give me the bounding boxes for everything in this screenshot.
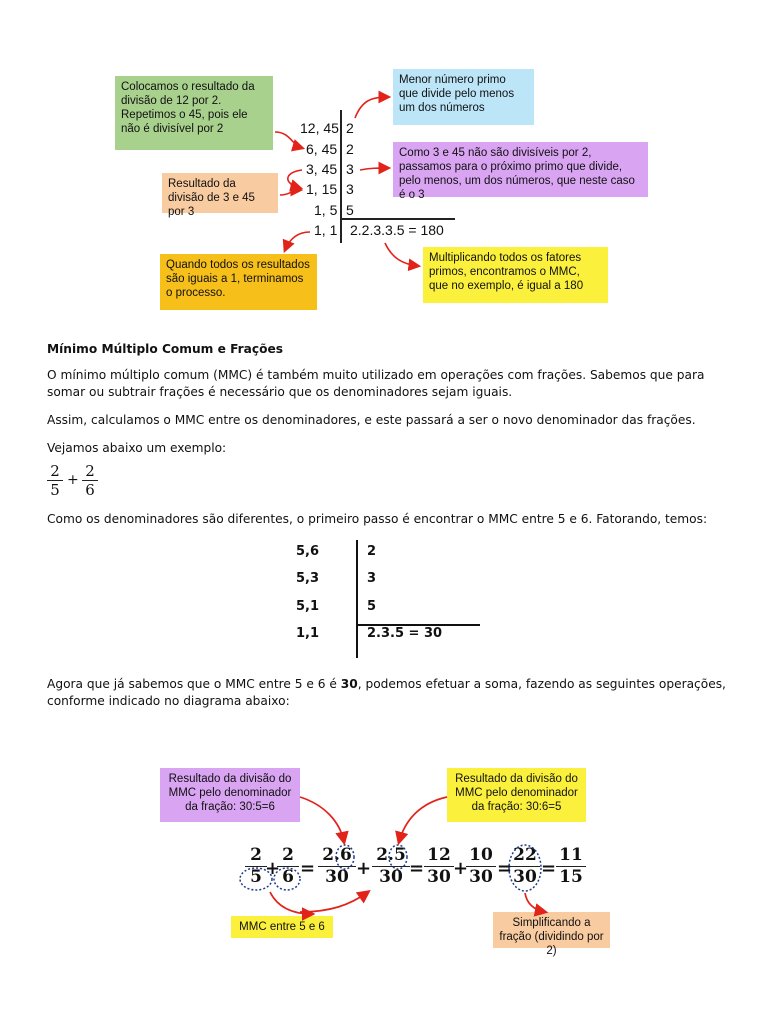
- d3-fraction-2x6-30: 2.6 30: [318, 845, 356, 888]
- note-purple-30-5: Resultado da divisão do MMC pelo denominador da fração: 30:5=6: [160, 768, 300, 822]
- factor2-right-2: 3: [367, 571, 377, 586]
- factor-left-1: 12, 45: [300, 120, 339, 136]
- d3-fraction-12-30: 12 30: [424, 845, 454, 888]
- factor2-result: 2.3.5 = 30: [367, 626, 443, 641]
- note-purple: Como 3 e 45 não são divisíveis por 2, passamos para o próximo primo que divide, pelo menos, um dos números, que neste caso é o 3: [393, 142, 648, 197]
- numerator: 2: [85, 462, 95, 480]
- note-orange: Quando todos os resultados são iguais a 1, terminamos o processo.: [160, 254, 317, 310]
- d3-eq-1: =: [300, 858, 316, 879]
- paragraph-2: Assim, calculamos o MMC entre os denominadores, e este passará a ser o novo denominador das frações.: [47, 413, 696, 427]
- denominator: 6: [85, 481, 95, 499]
- note-blue: Menor número primo que divide pelo menos um dos números: [393, 69, 534, 125]
- d3-eq-4: =: [541, 858, 557, 879]
- note-yellow: Multiplicando todos os fatores primos, encontramos o MMC, que no exemplo, é igual a 180: [423, 247, 608, 303]
- factor-right-1: 2: [346, 120, 354, 136]
- factor-left-2: 6, 45: [306, 141, 338, 157]
- d3-fraction-2-6: 2 6: [277, 845, 299, 888]
- d3-fraction-22-30: 22 30: [510, 845, 540, 888]
- factor2-left-4: 1,1: [296, 626, 320, 641]
- note-peach-simplify: Simplificando a fração (dividindo por 2): [493, 912, 610, 948]
- d3-eq-3: =: [497, 858, 513, 879]
- d3-plus-1: +: [265, 858, 281, 879]
- d3-eq-2: =: [409, 858, 425, 879]
- factor-right-2: 2: [346, 141, 354, 157]
- d3-fraction-2x5-30: 2.5 30: [372, 845, 410, 888]
- factor2-left-2: 5,3: [296, 571, 320, 586]
- factor-result: 2.2.3.3.5 = 180: [350, 222, 444, 238]
- paragraph-5-part-c: , podemos efetuar a soma, fazendo as seguintes operações, conforme indicado no diagrama abaixo:: [47, 677, 726, 708]
- d3-fraction-11-15: 11 15: [556, 845, 586, 888]
- paragraph-5-part-a: Agora que já sabemos que o MMC entre 5 e 6 é: [47, 677, 341, 691]
- note-yellow-30-6: Resultado da divisão do MMC pelo denominador da fração: 30:6=5: [447, 768, 586, 822]
- factor-right-3: 3: [346, 161, 354, 177]
- paragraph-3: Vejamos abaixo um exemplo:: [47, 441, 227, 455]
- paragraph-1: O mínimo múltiplo comum (MMC) é também muito utilizado em operações com frações. Sabemos que para somar ou subtrair frações é necessário que os denominadores sejam iguais.: [47, 368, 705, 399]
- factor-left-4: 1, 15: [306, 181, 338, 197]
- paragraph-4: Como os denominadores são diferentes, o primeiro passo é encontrar o MMC entre 5 e 6. Fatorando, temos:: [47, 512, 708, 526]
- d3-plus-3: +: [453, 858, 469, 879]
- denominator: 5: [50, 481, 60, 499]
- factor2-left-1: 5,6: [296, 544, 320, 559]
- note-peach: Resultado da divisão de 3 e 45 por 3: [162, 173, 278, 213]
- factor-left-5: 1, 5: [314, 202, 338, 218]
- note-yellow-mmc: MMC entre 5 e 6: [231, 916, 333, 938]
- d3-plus-2: +: [356, 858, 372, 879]
- factor-right-4: 3: [346, 181, 354, 197]
- plus-sign: +: [67, 472, 79, 488]
- section-heading: Mínimo Múltiplo Comum e Frações: [47, 342, 284, 356]
- d3-fraction-10-30: 10 30: [466, 845, 496, 888]
- factor2-left-3: 5,1: [296, 599, 320, 614]
- factor-left-3: 3, 45: [306, 161, 338, 177]
- numerator: 2: [50, 462, 60, 480]
- d3-fraction-2-5: 2 5: [245, 845, 267, 888]
- paragraph-5-bold-30: 30: [340, 677, 358, 691]
- factor2-right-1: 2: [367, 544, 377, 559]
- note-green: Colocamos o resultado da divisão de 12 por 2. Repetimos o 45, pois ele não é divisível por 2: [115, 76, 273, 150]
- factor-right-5: 5: [346, 202, 354, 218]
- factor2-right-3: 5: [367, 599, 377, 614]
- factor-left-6: 1, 1: [314, 222, 338, 238]
